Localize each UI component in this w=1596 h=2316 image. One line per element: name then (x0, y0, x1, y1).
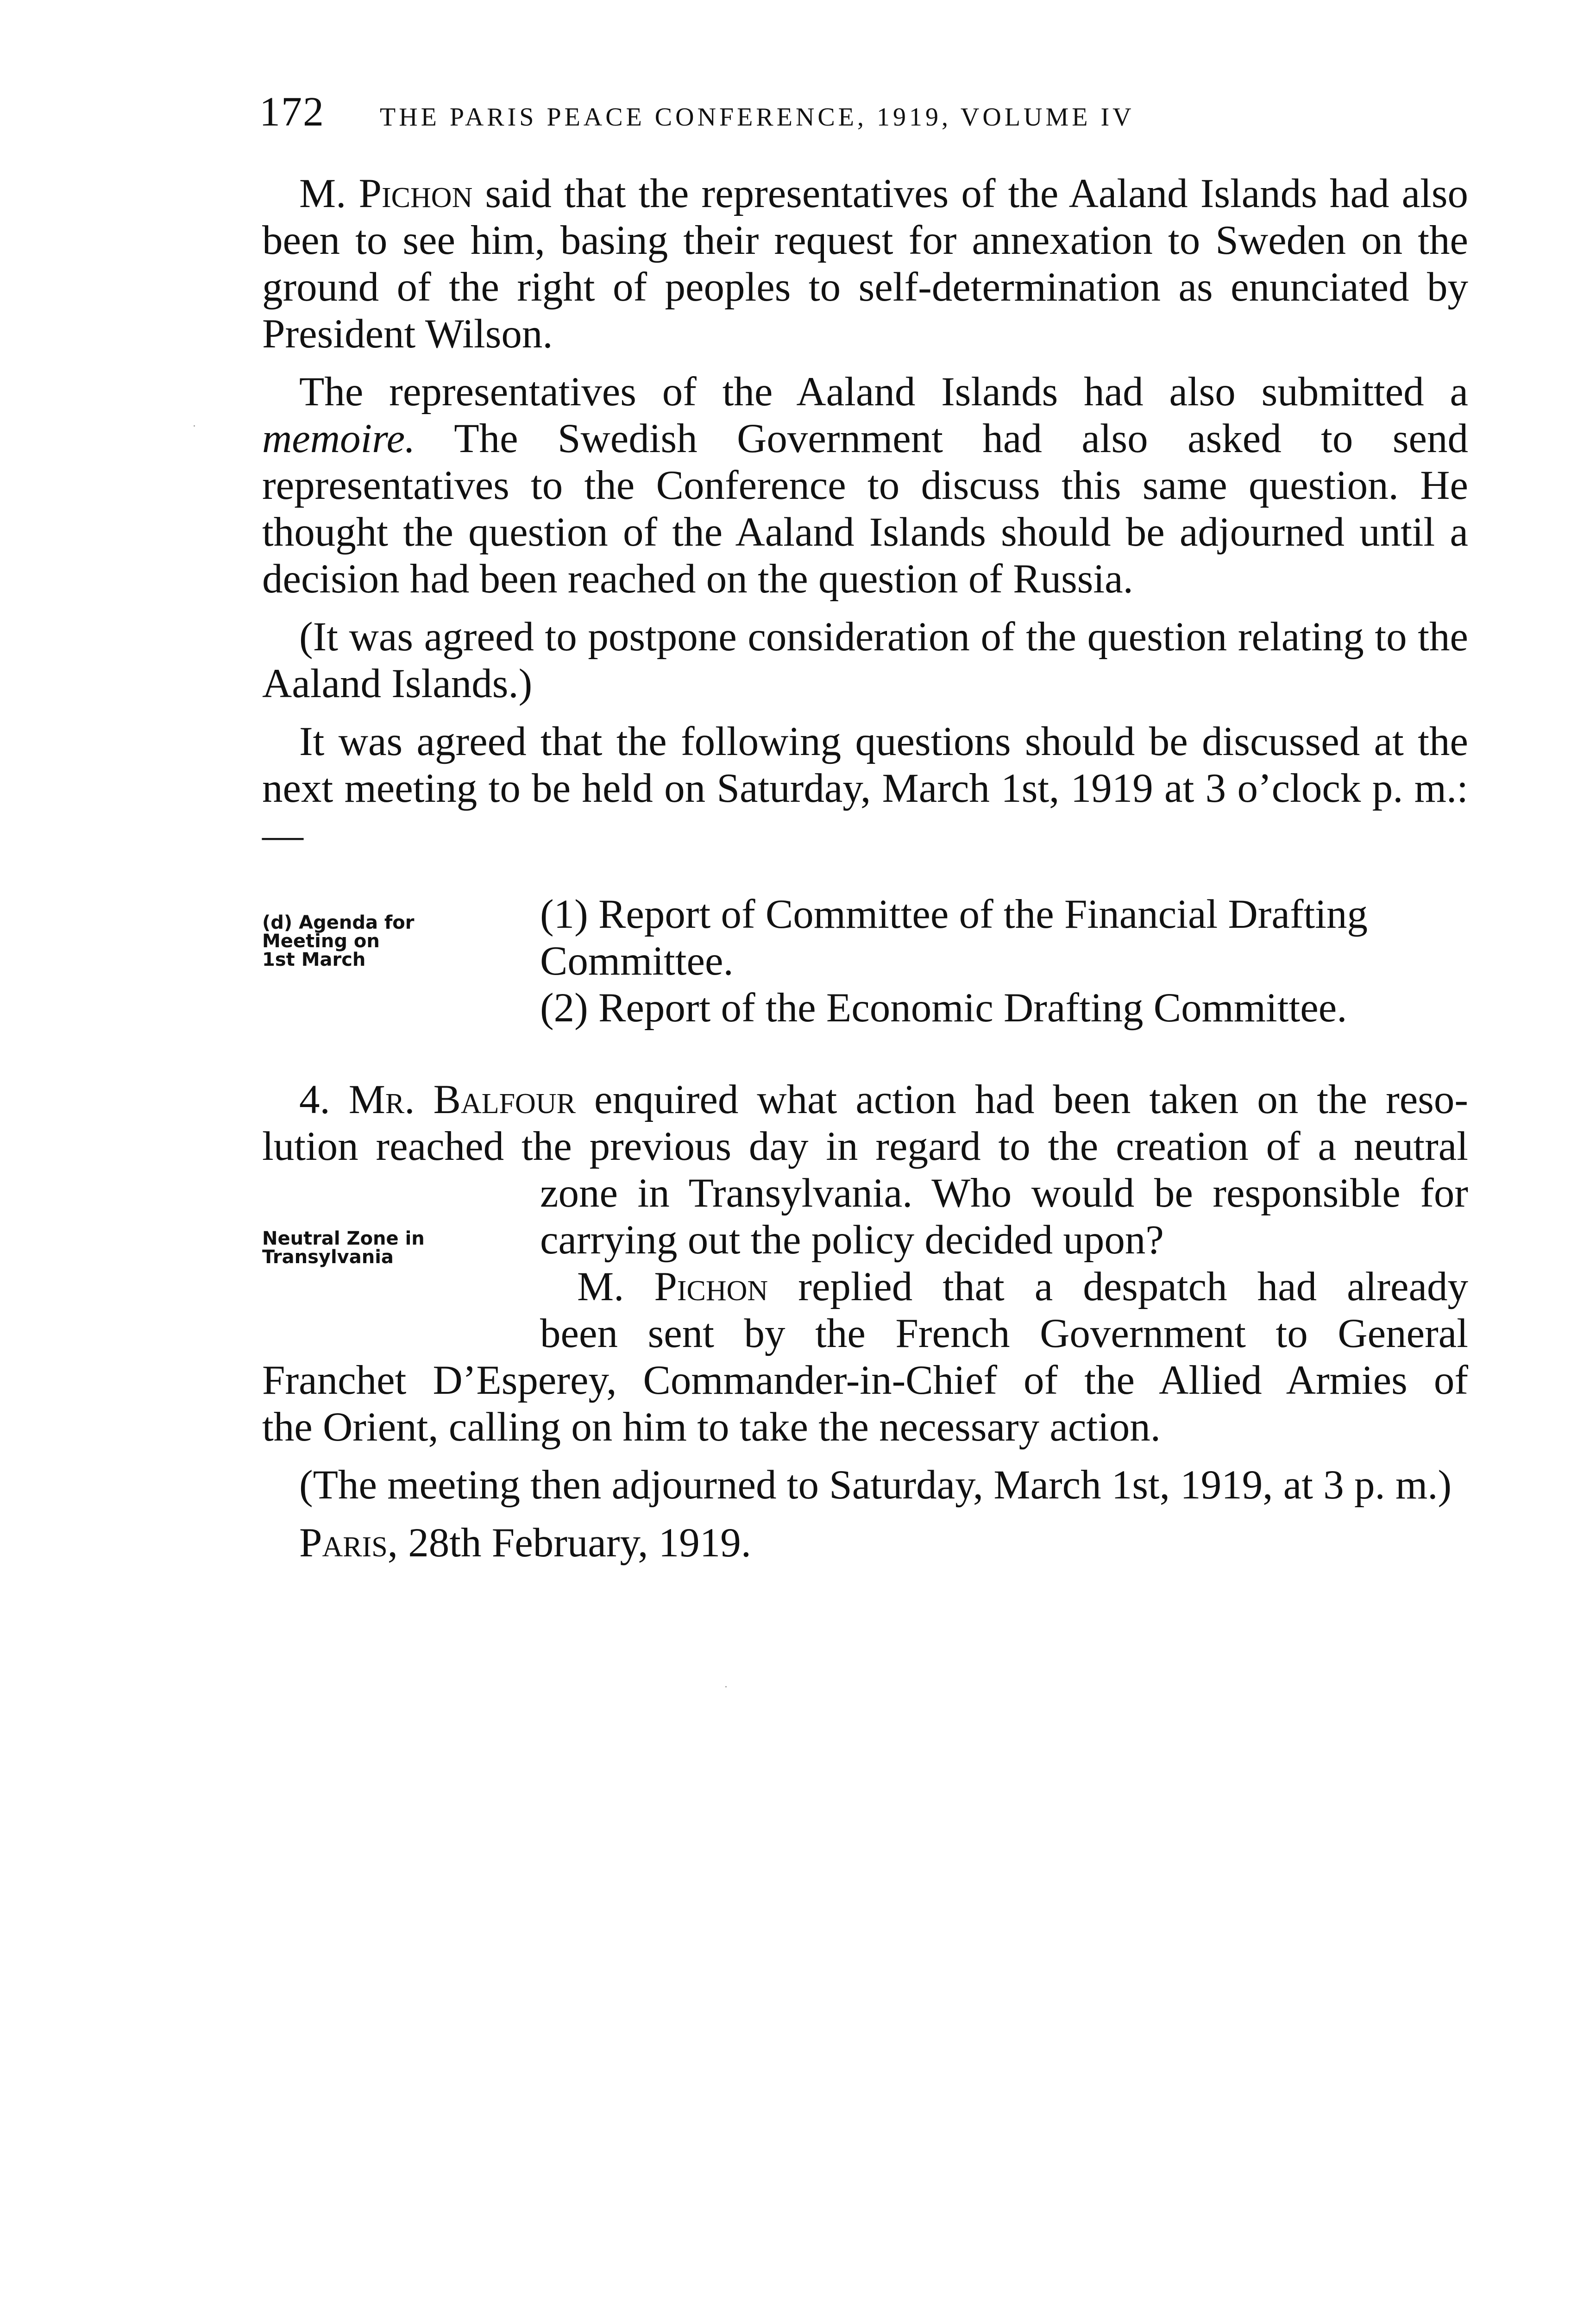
speaker-name: M. Pichon (299, 171, 473, 216)
margin-note-neutral-zone: Neutral Zone in Transylvania (262, 1228, 425, 1268)
agenda-items (540, 891, 1468, 1032)
neutral-zone-indented (262, 1170, 1468, 1357)
balfour-line-1 (262, 1076, 1468, 1123)
margin-note-agenda: (d) Agenda for Meeting on 1st March (262, 912, 415, 970)
scan-speck (725, 1686, 727, 1687)
paragraph-postpone (262, 614, 1468, 707)
italic-term: memoire. (262, 416, 415, 461)
paragraph-text: It was agreed that the following questions should be discussed at the next meeting to be held on Saturday, March 1st, 1919 at 3 o’clock p. m.:— (262, 719, 1468, 858)
paragraph-pichon-aaland (262, 170, 1468, 358)
pichon-reply-line-2: been sent by the French Government to General (540, 1311, 1468, 1356)
agenda-item-1-continued: Committee. (540, 938, 734, 984)
scan-speck (194, 425, 195, 427)
paragraph-text: The representatives of the Aaland Islands had also submitted a (299, 369, 1468, 415)
balfour-line-3: zone in Transylvania. Who would be responsible for (540, 1171, 1468, 1216)
document-body (262, 170, 1468, 1608)
signoff-place: Paris (299, 1520, 388, 1566)
balfour-line-4: carrying out the policy decided upon? (540, 1217, 1164, 1263)
signoff (262, 1520, 1468, 1567)
speaker-name: M. Pichon (577, 1264, 768, 1309)
balfour-line-2: lution reached the previous day in regard to the creation of a neutral (262, 1124, 1468, 1169)
page-number: 172 (259, 89, 325, 135)
paragraph-text: The Swedish Government had also asked to send representatives to the Conference to discuss this same question. He thought the question of the Aaland Islands should be adjourned until a decision had been reached on the question of Russia. (262, 416, 1468, 602)
paragraph-text: (It was agreed to postpone consideration of the question relating to the Aaland Islands.) (262, 614, 1468, 706)
running-title: THE PARIS PEACE CONFERENCE, 1919, VOLUME IV (380, 103, 1135, 132)
paragraph-adjourn (262, 1462, 1468, 1509)
agenda-section (262, 891, 1468, 1044)
paragraph-text: said that the representatives of the Aaland Islands had also been to see him, basing their request for annexation to Sweden on the ground of the right of peoples to self-determination as enunciated by President Wilson. (262, 171, 1468, 357)
paragraph-text: replied that a despatch had already (768, 1264, 1468, 1309)
agenda-item-1: (1) Report of Committee of the Financial Drafting (540, 892, 1368, 937)
pichon-reply-line-4: the Orient, calling on him to take the necessary action. (262, 1404, 1161, 1450)
paragraph-next-meeting (262, 718, 1468, 859)
paragraph-text: enquired what action had been taken on the reso- (575, 1077, 1469, 1122)
paragraph-text: (The meeting then adjourned to Saturday, March 1st, 1919, at 3 p. m.) (299, 1462, 1452, 1508)
section-number: 4. (299, 1077, 330, 1122)
section-neutral-zone (262, 1076, 1468, 1451)
speaker-name: Mr. Balfour (348, 1077, 576, 1122)
paragraph-aaland-memoire (262, 369, 1468, 603)
pichon-reply-line-3: Franchet D’Esperey, Commander-in-Chief of the Allied Armies of (262, 1358, 1468, 1403)
pichon-reply-line-1 (540, 1264, 1468, 1310)
signoff-date: , 28th February, 1919. (387, 1520, 751, 1566)
agenda-item-2: (2) Report of the Economic Drafting Committee. (540, 985, 1347, 1031)
running-head (259, 88, 1473, 144)
